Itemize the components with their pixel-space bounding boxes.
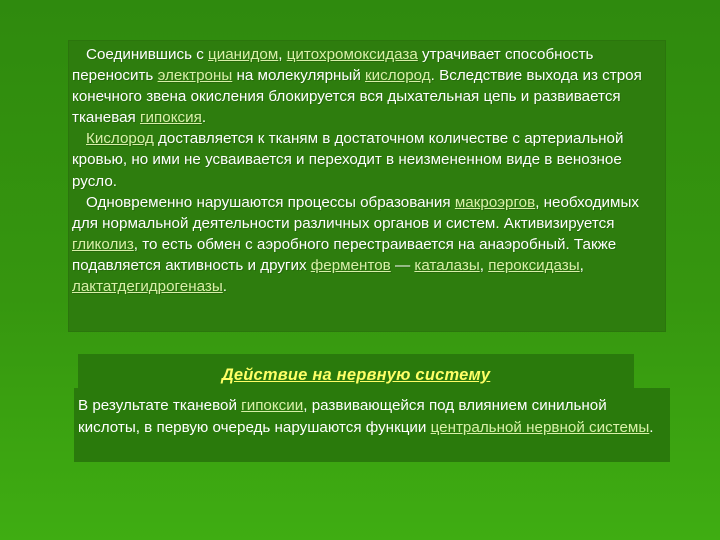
paragraph-1 (72, 44, 662, 128)
text-run: , (479, 256, 489, 274)
text-run: на молекулярный (232, 67, 366, 85)
link-hypoxia-2[interactable]: гипоксии (241, 397, 304, 414)
link-hypoxia[interactable]: гипоксия (140, 109, 202, 127)
main-text (72, 44, 662, 297)
text-run: доставляется к тканям в достаточном количестве с артериальной кровью, но ими не усваивается и переходит в неизмененном виде в венозное русло. (72, 130, 624, 190)
link-enzymes[interactable]: ферментов (310, 256, 391, 274)
text-run: . Вследствие выхода из строя конечного звена окисления блокируется вся дыхательная цепь и развивается тканевая (72, 67, 642, 127)
text-run: . (222, 278, 227, 296)
text-run: — (390, 256, 415, 274)
text-run: . (649, 419, 654, 436)
paragraph-3 (72, 192, 662, 297)
text-run: , то есть обмен с аэробного перестраивается на анаэробный. Также подавляется активность и других (72, 235, 617, 274)
text-run: Одновременно нарушаются процессы образования (86, 193, 455, 211)
link-oxygen-2[interactable]: Кислород (86, 130, 154, 148)
text-run: , (579, 256, 584, 274)
text-run: утрачивает способность переносить (72, 46, 594, 85)
link-cyanide[interactable]: цианидом (208, 46, 279, 63)
link-oxygen[interactable]: кислород (365, 67, 431, 85)
sub-text (78, 395, 668, 439)
text-run: В результате тканевой (78, 397, 242, 414)
link-cytochrome-oxidase[interactable]: цитохромоксидаза (286, 46, 418, 63)
text-run: , развивающейся под влиянием синильной кислоты, в первую очередь нарушаются функции (78, 397, 607, 436)
link-peroxidase[interactable]: пероксидазы (488, 256, 580, 274)
text-run: , (278, 46, 287, 63)
link-electrons[interactable]: электроны (157, 67, 233, 85)
link-catalase[interactable]: каталазы (414, 256, 480, 274)
link-macroergs[interactable]: макроэргов (454, 193, 536, 211)
link-glycolysis[interactable]: гликолиз (72, 235, 134, 253)
text-run: , необходимых для нормальной деятельности различных органов и систем. Активизируется (72, 193, 639, 232)
text-run: . (201, 109, 207, 127)
text-run: Соединившись с (86, 46, 209, 63)
link-cns[interactable]: центральной нервной системы (430, 419, 650, 436)
link-lactate-dehydrogenase[interactable]: лактатдегидрогеназы (72, 278, 223, 296)
paragraph-2 (72, 128, 662, 191)
section-heading: Действие на нервную систему (221, 366, 491, 384)
